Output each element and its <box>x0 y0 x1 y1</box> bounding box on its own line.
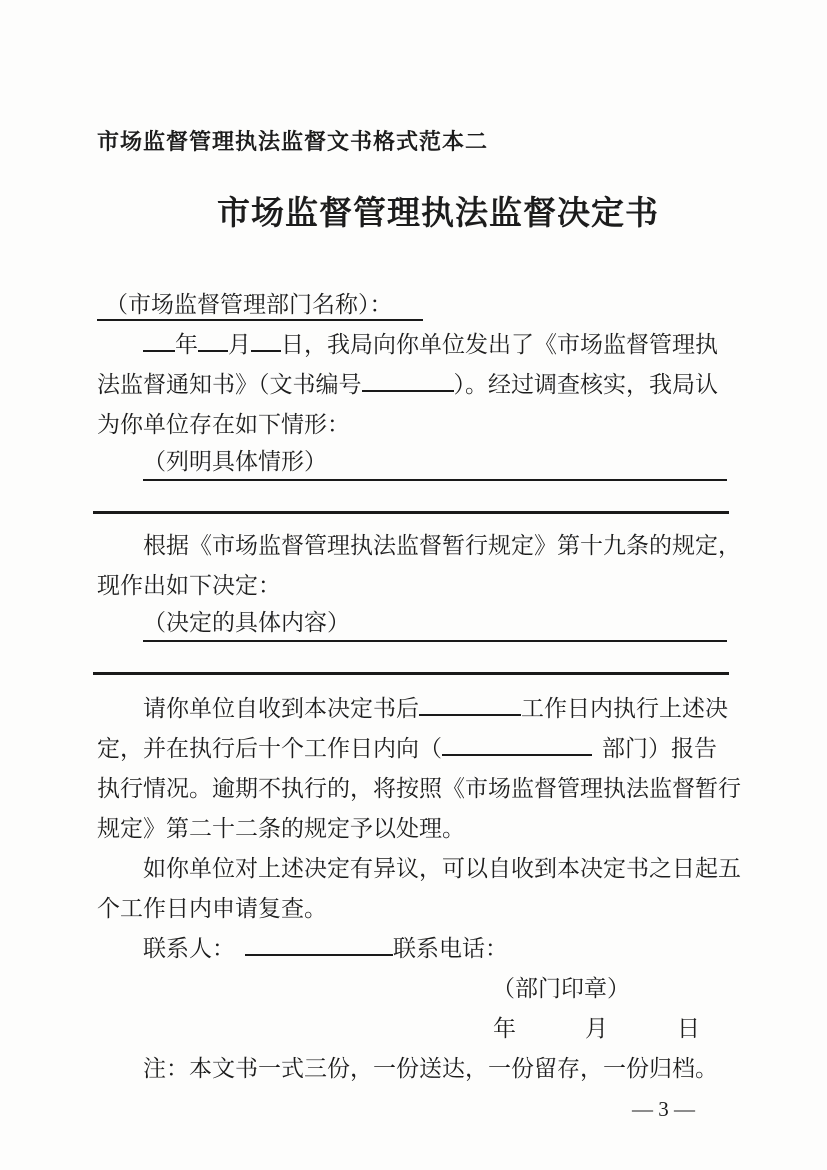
working-days-blank-field <box>419 714 521 716</box>
paragraph-objection-line-2: 个工作日内申请复查。 <box>97 896 327 921</box>
document-number-blank-field <box>362 390 454 392</box>
execution-text-4: 部门）报告 <box>602 736 717 761</box>
contact-person-blank-field <box>245 954 393 956</box>
seal-placeholder: （部门印章） <box>492 976 630 1001</box>
execution-text-2: 工作日内执行上述决 <box>521 696 728 721</box>
contact-phone-label: 联系电话： <box>393 936 508 961</box>
document-body <box>97 285 741 1129</box>
situation-placeholder: （列明具体情形） <box>143 449 327 474</box>
document-title: 市场监督管理执法监督决定书 <box>217 196 659 232</box>
footnote-line: 注：本文书一式三份，一份送达，一份留存，一份归档。 <box>143 1056 718 1081</box>
paragraph-execution-line-4: 规定》第二十二条的规定予以处理。 <box>97 816 465 841</box>
situation-placeholder-line <box>143 445 727 481</box>
document-format-label: 市场监督管理执法监督文书格式范本二 <box>97 129 489 154</box>
day-label: 日 <box>281 332 304 357</box>
day-blank-field <box>251 350 281 352</box>
month-blank-field <box>198 350 228 352</box>
blank-rule-situation <box>93 487 729 514</box>
execution-text-3: 定，并在执行后十个工作日内向（ <box>97 736 442 761</box>
salutation-line <box>97 285 727 325</box>
notice-text-1: ，我局向你单位发出了《市场监督管理执 <box>304 332 718 357</box>
month-label: 月 <box>228 332 251 357</box>
execution-text-1: 请你单位自收到本决定书后 <box>143 696 419 721</box>
paragraph-execution-line-1 <box>97 689 727 729</box>
paragraph-objection-line-1: 如你单位对上述决定有异议，可以自收到本决定书之日起五 <box>143 856 741 881</box>
contact-person-label: 联系人： <box>143 936 235 961</box>
decision-placeholder-line <box>143 606 727 642</box>
contact-line <box>97 929 727 969</box>
paragraph-notice-line-2 <box>97 365 727 405</box>
report-department-blank-field <box>442 754 592 756</box>
paragraph-notice-line-3: 为你单位存在如下情形： <box>97 412 350 437</box>
notice-text-3: ）。经过调查核实，我局认 <box>453 372 718 397</box>
blank-rule-decision <box>93 648 729 675</box>
year-blank-field <box>143 350 175 352</box>
recipient-name-field: （市场监督管理部门名称）： <box>97 292 423 321</box>
page-number: — 3 — <box>632 1097 695 1121</box>
paragraph-execution-line-2 <box>97 729 727 769</box>
document-content <box>97 0 741 1129</box>
paragraph-execution-line-3: 执行情况。逾期不执行的，将按照《市场监督管理执法监督暂行 <box>97 776 741 801</box>
decision-placeholder: （决定的具体内容） <box>143 610 350 635</box>
paragraph-notice-line-1 <box>97 325 727 365</box>
notice-text-2: 法监督通知书》（文书编号 <box>97 372 362 397</box>
paragraph-basis-line-2: 现作出如下决定： <box>97 573 281 598</box>
year-label: 年 <box>175 332 198 357</box>
signature-date-line: 年 月 日 <box>493 1016 700 1041</box>
paragraph-basis-line-1: 根据《市场监督管理执法监督暂行规定》第十九条的规定， <box>143 533 741 558</box>
